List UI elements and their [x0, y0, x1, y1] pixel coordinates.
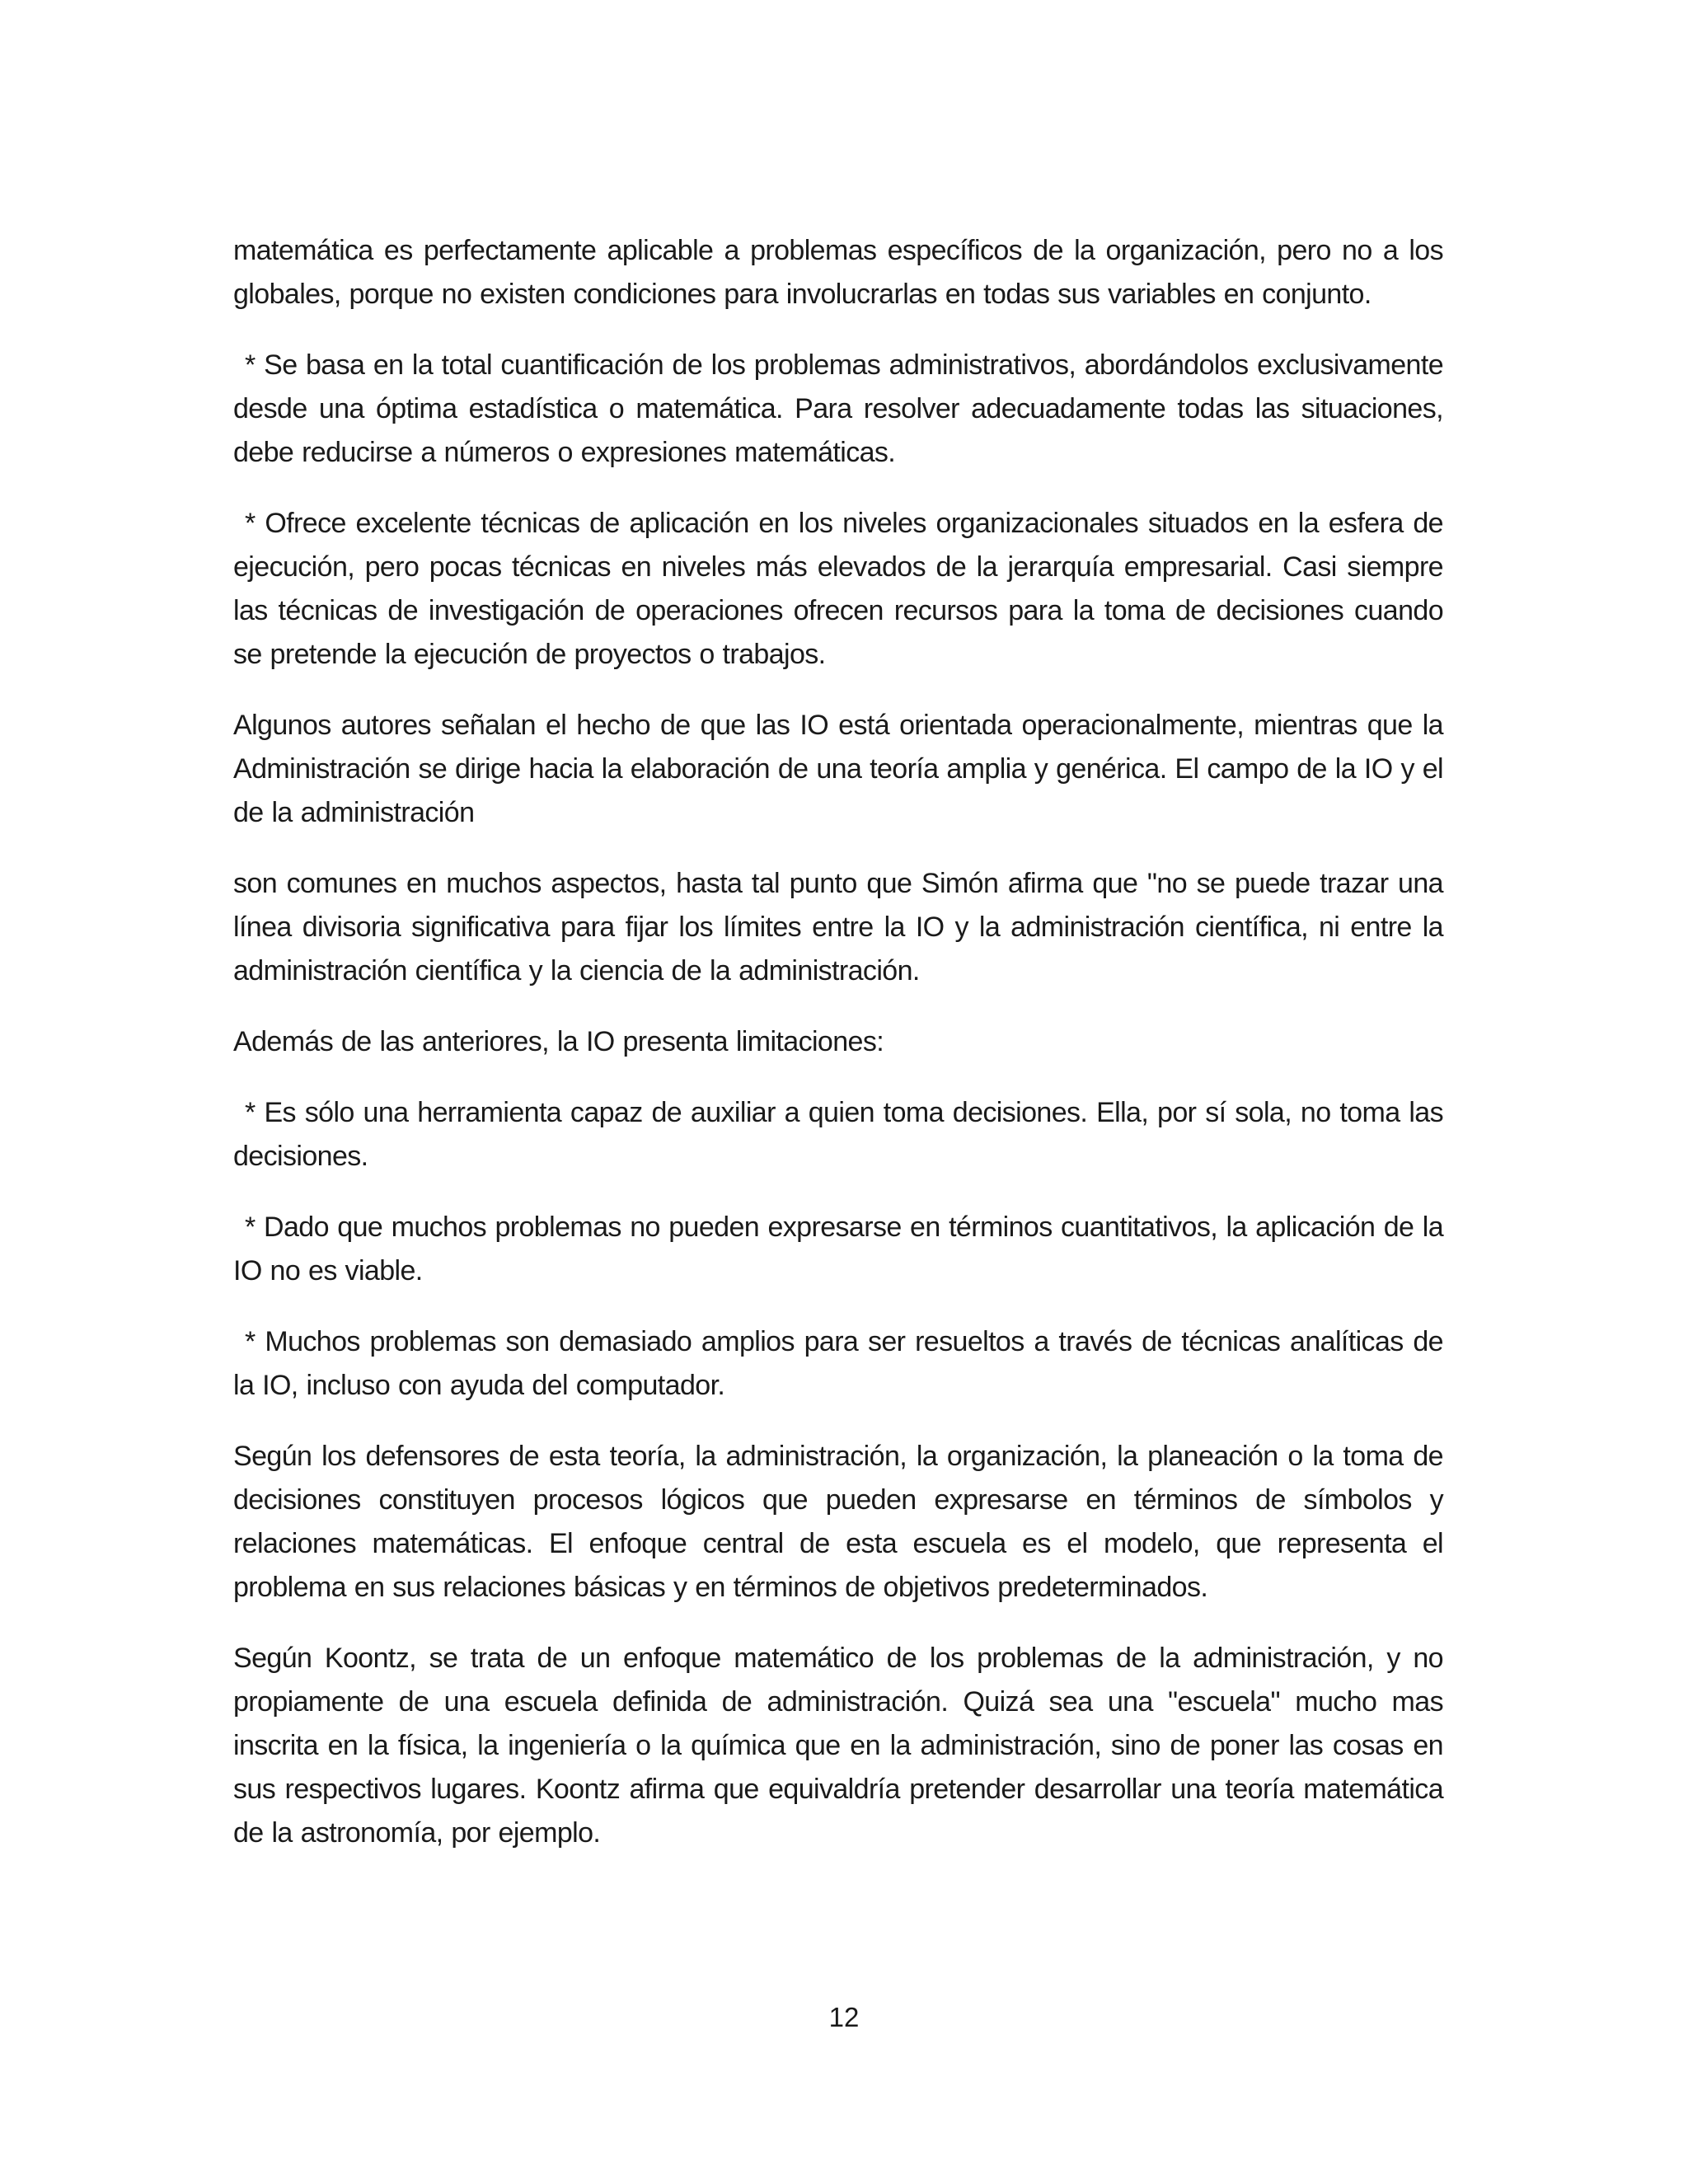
- paragraph-defenders: Según los defensores de esta teoría, la administración, la organización, la planeación o la toma de decisiones constituyen procesos lógicos que pueden expresarse en términos de símbolos y relaciones matemáticas. El enfoque central de esta escuela es el modelo, que representa el problema en sus relaciones básicas y en términos de objetivos predeterminados.: [233, 1441, 1443, 1603]
- paragraph-koontz: Según Koontz, se trata de un enfoque matemático de los problemas de la administración, y no propiamente de una escuela definida de administración. Quizá sea una "escuela" mucho mas inscrita en la física, la ingeniería o la química que en la administración, sino de poner las cosas en sus respectivos lugares. Koontz afirma que equivaldría pretender desarrollar una teoría matemática de la astronomía, por ejemplo.: [233, 1643, 1443, 1849]
- bullet-techniques: * Ofrece excelente técnicas de aplicación en los niveles organizacionales situados en la esfera de ejecución, pero pocas técnicas en niveles más elevados de la jerarquía empresarial. Casi siempre las técnicas de investigación de operaciones ofrecen recursos para la toma de decisiones cuando se pretende la ejecución de proyectos o trabajos.: [233, 508, 1443, 670]
- page-number: 12: [828, 2002, 860, 2032]
- bullet-quantification: * Se basa en la total cuantificación de los problemas administrativos, abordándolos exclusivamente desde una óptima estadística o matemática. Para resolver adecuadamente todas las situaciones, debe reducirse a números o expresiones matemáticas.: [233, 349, 1443, 468]
- bullet-broad-problems: * Muchos problemas son demasiado amplios para ser resueltos a través de técnicas analíticas de la IO, incluso con ayuda del computador.: [233, 1326, 1443, 1401]
- paragraph-simon: son comunes en muchos aspectos, hasta tal punto que Simón afirma que "no se puede trazar una línea divisoria significativa para fijar los límites entre la IO y la administración científica, ni entre la administración científica y la ciencia de la administración.: [233, 868, 1443, 987]
- paragraph-authors: Algunos autores señalan el hecho de que las IO está orientada operacionalmente, mientras que la Administración se dirige hacia la elaboración de una teoría amplia y genérica. El campo de la IO y el de la administración: [233, 710, 1443, 828]
- body-text: [233, 229, 1443, 1882]
- bullet-quantitative: * Dado que muchos problemas no pueden expresarse en términos cuantitativos, la aplicación de la IO no es viable.: [233, 1212, 1443, 1286]
- paragraph-continuation: matemática es perfectamente aplicable a problemas específicos de la organización, pero no a los globales, porque no existen condiciones para involucrarlas en todas sus variables en conjunto.: [233, 235, 1443, 310]
- paragraph-limitations-intro: Además de las anteriores, la IO presenta limitaciones:: [233, 1026, 884, 1057]
- bullet-tool: * Es sólo una herramienta capaz de auxiliar a quien toma decisiones. Ella, por sí sola, no toma las decisiones.: [233, 1097, 1443, 1172]
